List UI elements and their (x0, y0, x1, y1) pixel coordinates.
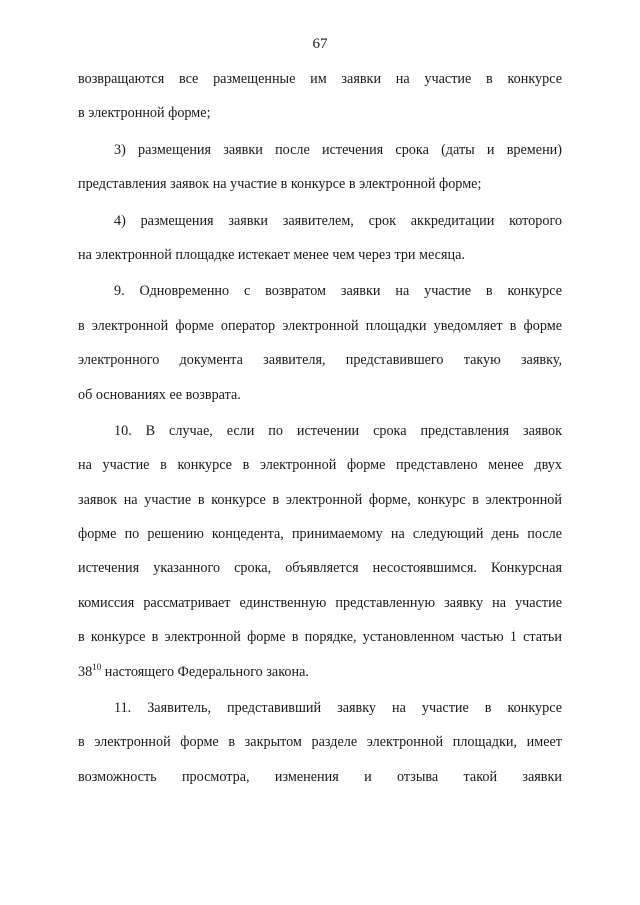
text-line: истечения указанного срока, объявляется несостоявшимся. Конкурсная (78, 560, 562, 577)
list-item-4-line: 4) размещения заявки заявителем, срок аккредитации которого (114, 212, 562, 229)
page-number: 67 (312, 36, 328, 52)
text-line: комиссия рассматривает единственную представленную заявку на участие (78, 594, 562, 611)
text-line: форме по решению концедента, принимаемому на следующий день после (78, 526, 562, 543)
text-line: в электронной форме; (78, 105, 211, 122)
text-line-with-superscript (78, 655, 562, 689)
list-item-3-line: 3) размещения заявки после истечения срока (даты и времени) (114, 141, 562, 158)
text-line: возможность просмотра, изменения и отзыва такой заявки (78, 768, 562, 785)
text-line: в электронной форме оператор электронной площадки уведомляет в форме (78, 317, 562, 334)
text-line: об основаниях ее возврата. (78, 386, 241, 403)
text-line: электронного документа заявителя, представившего такую заявку, (78, 352, 562, 369)
text-fragment: настоящего Федерального закона. (101, 663, 309, 680)
text-line: в электронной форме в закрытом разделе электронной площадки, имеет (78, 734, 562, 751)
clause-11-line: 11. Заявитель, представивший заявку на участие в конкурсе (114, 700, 562, 717)
text-line: возвращаются все размещенные им заявки на участие в конкурсе (78, 71, 562, 87)
article-number: 38 (78, 663, 93, 680)
text-line: на участие в конкурсе в электронной форме представлено менее двух (78, 457, 562, 474)
text-line: заявок на участие в конкурсе в электронной форме, конкурс в электронной (78, 491, 562, 508)
text-line: на электронной площадке истекает менее чем через три месяца. (78, 246, 465, 263)
article-superscript: 10 (92, 661, 102, 672)
clause-9-line: 9. Одновременно с возвратом заявки на участие в конкурсе (114, 283, 562, 300)
text-line: в конкурсе в электронной форме в порядке, установленном частью 1 статьи (78, 629, 562, 646)
text-line: представления заявок на участие в конкурсе в электронной форме; (78, 176, 482, 193)
clause-10-line: 10. В случае, если по истечении срока представления заявок (114, 422, 562, 439)
document-body (78, 62, 562, 794)
